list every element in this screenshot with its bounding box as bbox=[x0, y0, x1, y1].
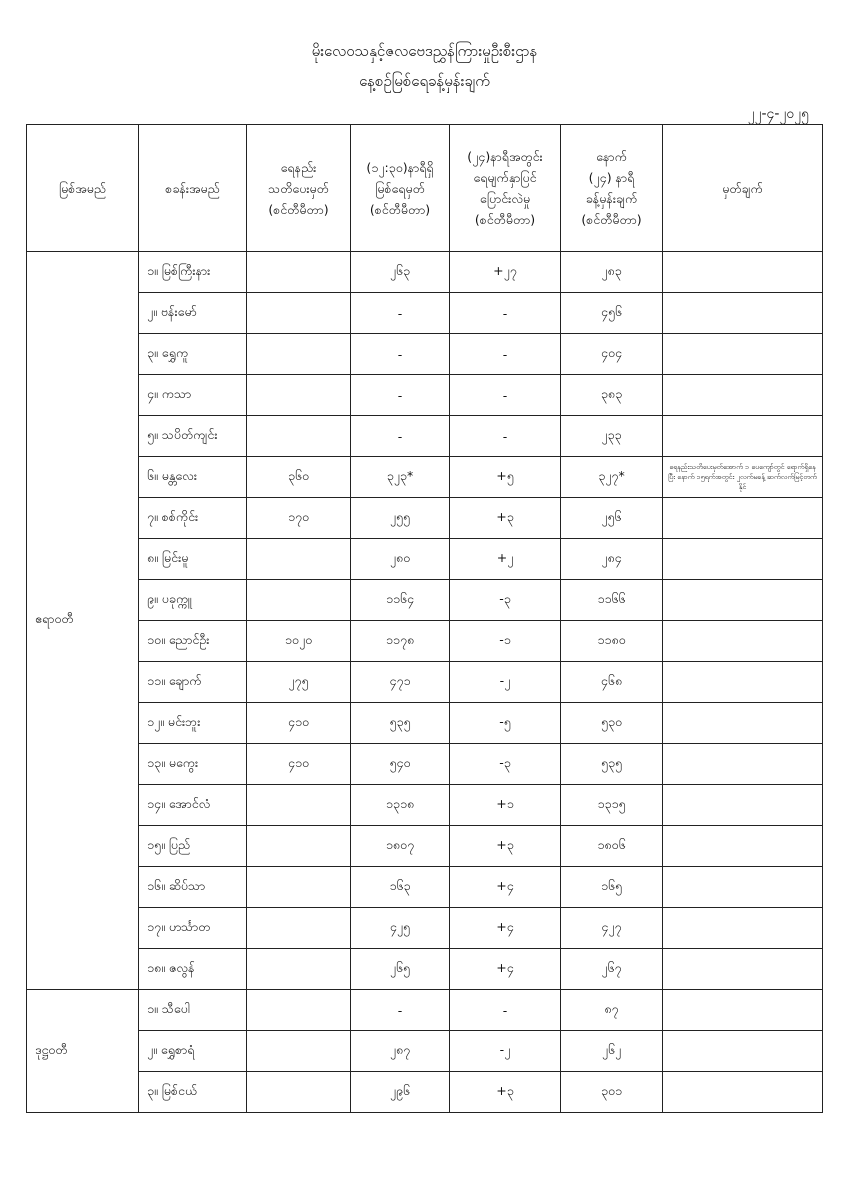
remark-cell: ရေနည်းသတိပေးမှတ်အောက် ၁ ပေကျော်တွင် ရောက်ရှိနေပြီး နောက် ၁၅ရက်အတွင်း ၂လက်မခန့် ဆက်လက်မြင့်တက်နိုင် bbox=[663, 457, 823, 498]
table-row bbox=[27, 744, 823, 785]
station-cell: ၃။ ရွှေကူ bbox=[139, 334, 247, 375]
remark-cell bbox=[663, 1031, 823, 1072]
station-cell: ၅။ သပိတ်ကျင်း bbox=[139, 416, 247, 457]
table-row bbox=[27, 580, 823, 621]
forecast-cell: ၄၂၇ bbox=[561, 908, 663, 949]
remark-cell bbox=[663, 703, 823, 744]
observed-level-cell: ၁၈၀၇ bbox=[351, 826, 450, 867]
forecast-cell: ၁၈၀၆ bbox=[561, 826, 663, 867]
remark-cell bbox=[663, 785, 823, 826]
forecast-cell: ၂၃၃ bbox=[561, 416, 663, 457]
report-title: နေ့စဉ်မြစ်ရေခန့်မှန်းချက် bbox=[359, 72, 490, 90]
remark-cell bbox=[663, 334, 823, 375]
header-forecast-line: (စင်တီမီတာ) bbox=[581, 212, 642, 227]
forecast-cell: ၂၆၂ bbox=[561, 1031, 663, 1072]
table-row bbox=[27, 908, 823, 949]
observed-level-cell: - bbox=[351, 416, 450, 457]
forecast-cell: ၄၆၈ bbox=[561, 662, 663, 703]
table-row bbox=[27, 539, 823, 580]
forecast-cell: ၄၀၄ bbox=[561, 334, 663, 375]
observed-level-cell: ၁၆၃ bbox=[351, 867, 450, 908]
forecast-cell: ၂၈၃ bbox=[561, 252, 663, 293]
station-cell: ၂။ ဗန်းမော် bbox=[139, 293, 247, 334]
header-observed-line: (စင်တီမီတာ) bbox=[369, 201, 431, 217]
table-row bbox=[27, 293, 823, 334]
danger-level-cell: ၄၁၀ bbox=[247, 703, 351, 744]
forecast-cell: ၅၃၀ bbox=[561, 703, 663, 744]
observed-level-cell: ၄၇၁ bbox=[351, 662, 450, 703]
forecast-cell: ၂၈၄ bbox=[561, 539, 663, 580]
station-cell: ၁၃။ မကွေး bbox=[139, 744, 247, 785]
remark-cell bbox=[663, 375, 823, 416]
forecast-cell: ၂၅၆ bbox=[561, 498, 663, 539]
header-forecast bbox=[561, 125, 663, 252]
remark-cell bbox=[663, 580, 823, 621]
table-row bbox=[27, 785, 823, 826]
change-cell: +၄ bbox=[450, 949, 561, 990]
station-cell: ၁၅။ ပြည် bbox=[139, 826, 247, 867]
change-cell: -၃ bbox=[450, 580, 561, 621]
danger-level-cell bbox=[247, 252, 351, 293]
header-observed-line: (၁၂:၃၀)နာရီရှိ bbox=[366, 159, 434, 175]
remark-cell bbox=[663, 498, 823, 539]
station-cell: ၁။ မြစ်ကြီးနား bbox=[139, 252, 247, 293]
danger-level-cell bbox=[247, 867, 351, 908]
table-row bbox=[27, 949, 823, 990]
danger-level-cell bbox=[247, 908, 351, 949]
change-cell: - bbox=[450, 375, 561, 416]
remark-cell bbox=[663, 539, 823, 580]
change-cell: +၃ bbox=[450, 1072, 561, 1113]
header-change-line: (၂၄)နာရီအတွင်း bbox=[467, 149, 543, 164]
station-cell: ၄။ ကသာ bbox=[139, 375, 247, 416]
table-row bbox=[27, 990, 823, 1031]
table-row bbox=[27, 703, 823, 744]
danger-level-cell: ၁၀၂၀ bbox=[247, 621, 351, 662]
station-cell: ၁၈။ ဇလွန် bbox=[139, 949, 247, 990]
station-cell: ၁၄။ အောင်လံ bbox=[139, 785, 247, 826]
danger-level-cell bbox=[247, 826, 351, 867]
forecast-cell: ၃၀၁ bbox=[561, 1072, 663, 1113]
remark-cell bbox=[663, 744, 823, 785]
forecast-cell: ၂၆၇ bbox=[561, 949, 663, 990]
remark-cell bbox=[663, 826, 823, 867]
change-cell: - bbox=[450, 293, 561, 334]
observed-level-cell: ၁၃၁၈ bbox=[351, 785, 450, 826]
observed-level-cell: ၅၄၀ bbox=[351, 744, 450, 785]
change-cell: +၂၇ bbox=[450, 252, 561, 293]
remark-cell bbox=[663, 949, 823, 990]
table-row bbox=[27, 662, 823, 703]
change-cell: -၂ bbox=[450, 662, 561, 703]
remark-cell bbox=[663, 867, 823, 908]
change-cell: - bbox=[450, 334, 561, 375]
station-cell: ၂။ ရွှေစာရံ bbox=[139, 1031, 247, 1072]
danger-level-cell bbox=[247, 949, 351, 990]
observed-level-cell: ၂၉၆ bbox=[351, 1072, 450, 1113]
station-cell: ၁။ သီပေါ bbox=[139, 990, 247, 1031]
department-title: မိုးလေဝသနှင့်ဇလဗေဒညွှန်ကြားမှုဦးစီးဌာန bbox=[311, 42, 538, 60]
table-row bbox=[27, 252, 823, 293]
forecast-cell: ၁၃၁၅ bbox=[561, 785, 663, 826]
danger-level-cell bbox=[247, 785, 351, 826]
header-station: စခန်းအမည် bbox=[139, 125, 247, 252]
danger-level-cell bbox=[247, 1031, 351, 1072]
danger-level-cell: ၂၇၅ bbox=[247, 662, 351, 703]
header-change-line: (စင်တီမီတာ) bbox=[474, 212, 536, 227]
station-cell: ၁၇။ ဟင်္သာတ bbox=[139, 908, 247, 949]
observed-level-cell: - bbox=[351, 334, 450, 375]
table-row bbox=[27, 416, 823, 457]
danger-level-cell: ၄၁၀ bbox=[247, 744, 351, 785]
table-row bbox=[27, 334, 823, 375]
header-change-line: ပြောင်းလဲမှု bbox=[479, 191, 531, 206]
change-cell: +၂ bbox=[450, 539, 561, 580]
header-observed-level bbox=[351, 125, 450, 252]
table-row bbox=[27, 457, 823, 498]
change-cell: -၃ bbox=[450, 744, 561, 785]
station-cell: ၇။ စစ်ကိုင်း bbox=[139, 498, 247, 539]
observed-level-cell: ၂၈၀ bbox=[351, 539, 450, 580]
observed-level-cell: ၂၅၅ bbox=[351, 498, 450, 539]
table-header-row bbox=[27, 125, 823, 252]
remark-cell bbox=[663, 662, 823, 703]
remark-cell bbox=[663, 416, 823, 457]
forecast-cell: ၁၆၅ bbox=[561, 867, 663, 908]
table-body bbox=[27, 252, 823, 1113]
danger-level-cell bbox=[247, 990, 351, 1031]
river-forecast-table bbox=[26, 124, 823, 1113]
station-cell: ၁၂။ မင်းဘူး bbox=[139, 703, 247, 744]
danger-level-cell bbox=[247, 580, 351, 621]
forecast-cell: ၅၃၅ bbox=[561, 744, 663, 785]
header-danger-line: ရေနည်း bbox=[280, 159, 317, 175]
change-cell: -၅ bbox=[450, 703, 561, 744]
danger-level-cell bbox=[247, 1072, 351, 1113]
observed-level-cell: ၅၃၅ bbox=[351, 703, 450, 744]
table-row bbox=[27, 867, 823, 908]
table-row bbox=[27, 621, 823, 662]
table-row bbox=[27, 498, 823, 539]
danger-level-cell bbox=[247, 539, 351, 580]
observed-level-cell: ၄၂၅ bbox=[351, 908, 450, 949]
header-change-line: ရေမျက်နှာပြင် bbox=[473, 170, 537, 185]
change-cell: -၁ bbox=[450, 621, 561, 662]
observed-level-cell: ၁၁၇၈ bbox=[351, 621, 450, 662]
observed-level-cell: ၂၆၃ bbox=[351, 252, 450, 293]
station-cell: ၁၁။ ချောက် bbox=[139, 662, 247, 703]
forecast-cell: ၁၁၈၀ bbox=[561, 621, 663, 662]
change-cell: +၃ bbox=[450, 498, 561, 539]
header-danger-line: (စင်တီမီတာ) bbox=[268, 201, 329, 217]
observed-level-cell: ၂၆၅ bbox=[351, 949, 450, 990]
danger-level-cell bbox=[247, 334, 351, 375]
observed-level-cell: - bbox=[351, 990, 450, 1031]
table-row bbox=[27, 375, 823, 416]
report-date: ၂၂-၄-၂၀၂၅ bbox=[747, 106, 809, 122]
danger-level-cell: ၁၇၀ bbox=[247, 498, 351, 539]
river-name-cell: ဧရာဝတီ bbox=[27, 252, 139, 990]
header-observed-line: မြစ်ရေမှတ် bbox=[375, 180, 425, 196]
table-row bbox=[27, 1072, 823, 1113]
change-cell: +၄ bbox=[450, 867, 561, 908]
change-cell: -၂ bbox=[450, 1031, 561, 1072]
remark-cell bbox=[663, 252, 823, 293]
forecast-cell: ၁၁၆၆ bbox=[561, 580, 663, 621]
observed-level-cell: - bbox=[351, 375, 450, 416]
table-row bbox=[27, 1031, 823, 1072]
observed-level-cell: ၂၈၇ bbox=[351, 1031, 450, 1072]
station-cell: ၆။ မန္တလေး bbox=[139, 457, 247, 498]
station-cell: ၉။ ပခုက္ကူ bbox=[139, 580, 247, 621]
remark-cell bbox=[663, 621, 823, 662]
observed-level-cell: ၁၁၆၄ bbox=[351, 580, 450, 621]
station-cell: ၃။ မြစ်ငယ် bbox=[139, 1072, 247, 1113]
header-forecast-line: (၂၄) နာရီ bbox=[588, 170, 635, 185]
forecast-cell: ၃၂၇* bbox=[561, 457, 663, 498]
change-cell: - bbox=[450, 416, 561, 457]
change-cell: +၁ bbox=[450, 785, 561, 826]
header-forecast-line: ခန့်မှန်းချက် bbox=[585, 191, 638, 206]
remark-cell bbox=[663, 1072, 823, 1113]
header-remark: မှတ်ချက် bbox=[663, 125, 823, 252]
forecast-cell: ၄၅၆ bbox=[561, 293, 663, 334]
change-cell: +၅ bbox=[450, 457, 561, 498]
danger-level-cell bbox=[247, 375, 351, 416]
station-cell: ၁၆။ ဆိပ်သာ bbox=[139, 867, 247, 908]
forecast-cell: ၈၇ bbox=[561, 990, 663, 1031]
observed-level-cell: ၃၂၃* bbox=[351, 457, 450, 498]
danger-level-cell: ၃၆၀ bbox=[247, 457, 351, 498]
danger-level-cell bbox=[247, 416, 351, 457]
change-cell: +၃ bbox=[450, 826, 561, 867]
remark-cell bbox=[663, 908, 823, 949]
forecast-cell: ၃၈၃ bbox=[561, 375, 663, 416]
table-row bbox=[27, 826, 823, 867]
header-danger-level bbox=[247, 125, 351, 252]
header-danger-line: သတိပေးမှတ် bbox=[268, 180, 329, 196]
header-forecast-line: နောက် bbox=[596, 149, 627, 164]
danger-level-cell bbox=[247, 293, 351, 334]
remark-cell bbox=[663, 990, 823, 1031]
header-change bbox=[450, 125, 561, 252]
remark-cell bbox=[663, 293, 823, 334]
station-cell: ၈။ မြင်းမူ bbox=[139, 539, 247, 580]
river-name-cell: ဒုဋ္ဌဝတီ bbox=[27, 990, 139, 1113]
header-river: မြစ်အမည် bbox=[27, 125, 139, 252]
station-cell: ၁၀။ ညောင်ဦး bbox=[139, 621, 247, 662]
change-cell: - bbox=[450, 990, 561, 1031]
change-cell: +၄ bbox=[450, 908, 561, 949]
observed-level-cell: - bbox=[351, 293, 450, 334]
